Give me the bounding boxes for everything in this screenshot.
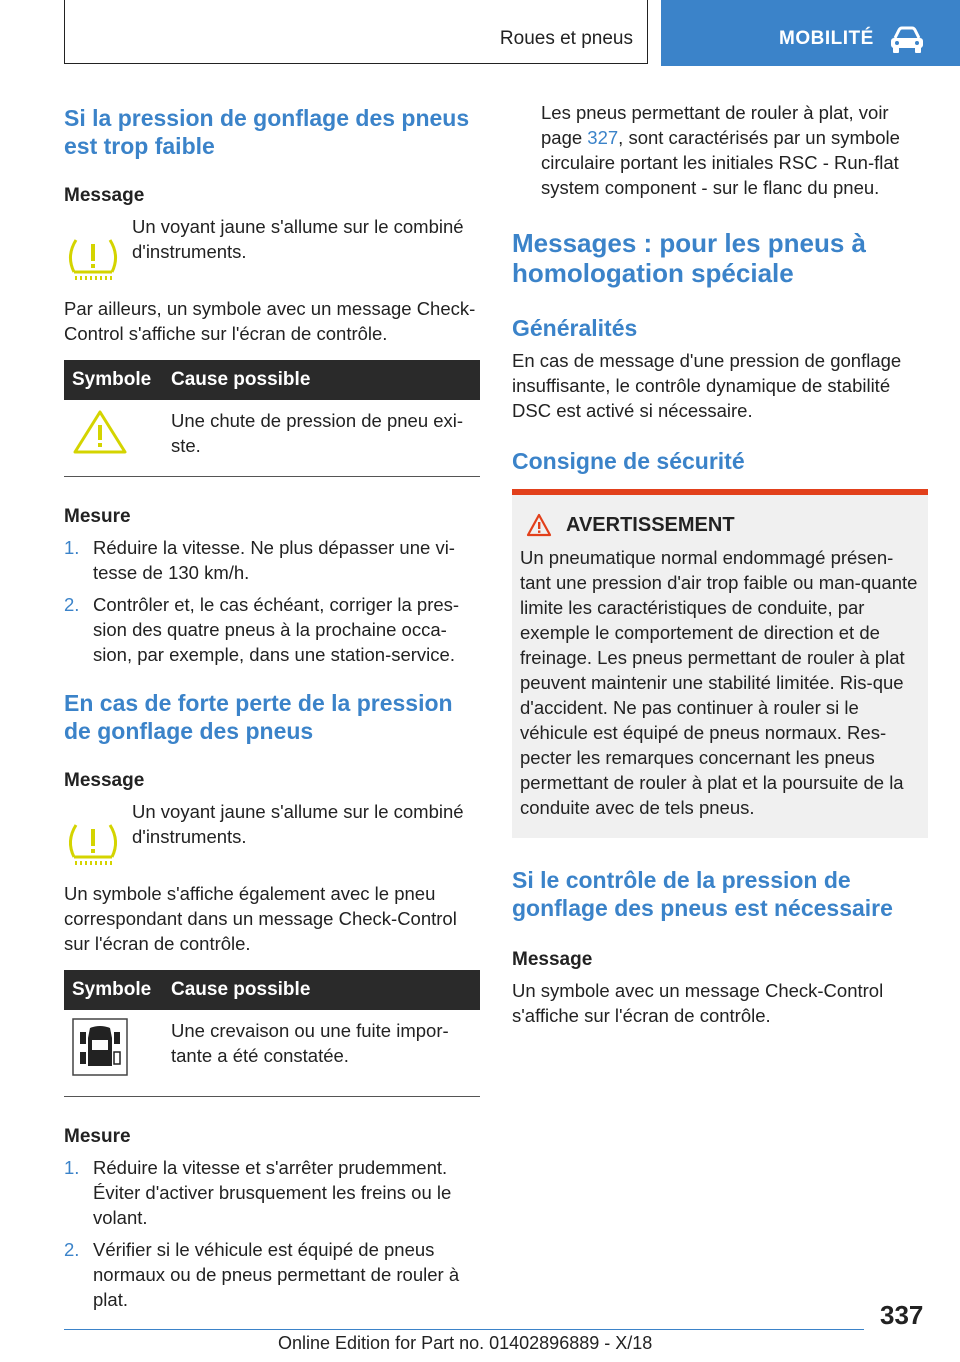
page-header	[0, 0, 960, 66]
table-row	[64, 1010, 480, 1097]
measure-steps	[64, 535, 480, 667]
list-item: 1. Réduire la vitesse. Ne plus dépasser une vi-tesse de 130 km/h.	[64, 537, 455, 583]
warning-triangle-icon	[72, 408, 128, 456]
car-tire-puncture-icon	[72, 1018, 128, 1076]
cause-cell: Une crevaison ou une fuite impor-tante a été constatée.	[163, 1010, 480, 1097]
heading-reset: Si le contrôle de la pression de gonflage des pneus est nécessaire	[512, 867, 893, 921]
tire-pressure-warning-icon	[64, 819, 122, 869]
page-number: 337	[880, 1300, 924, 1330]
tire-pressure-warning-icon	[64, 234, 122, 284]
section-title: Roues et pneus	[499, 28, 633, 49]
indicator-text: Un voyant jaune s'allume sur le combiné d'instruments.	[132, 801, 464, 847]
message-text: Un symbole avec un message Check-Control s'affiche sur l'écran de contrôle.	[512, 980, 884, 1026]
warning-box	[512, 489, 928, 838]
heading-low-pressure: Si la pression de gonflage des pneus est trop faible	[64, 105, 470, 159]
col-header-cause: Cause possible	[163, 360, 480, 400]
list-item: 2. Contrôler et, le cas échéant, corriger la pres-sion des quatre pneus à la prochaine occa-sion, par exemple, dans une station-service.	[64, 594, 460, 665]
heading-strong-loss: En cas de forte perte de la pression de gonflage des pneus	[64, 690, 453, 744]
edition-text: Online Edition for Part no. 01402896889 - X/18	[278, 1333, 653, 1353]
runflat-intro: Les pneus permettant de rouler à plat, voir page 327, sont caractérisés par un symbole circulaire portant les initiales RSC - Run-flat system component - sur le flanc du pneu.	[541, 102, 900, 198]
message-label: Message	[512, 949, 593, 970]
left-column	[64, 100, 480, 1319]
message-extra: Un symbole s'affiche également avec le pneu correspondant dans un message Check-Control sur l'écran de contrôle.	[64, 883, 457, 954]
right-column	[512, 100, 928, 1028]
indicator-text: Un voyant jaune s'allume sur le combiné d'instruments.	[132, 216, 464, 262]
heading-special-tires: Messages : pour les pneus à homologation spéciale	[512, 228, 867, 288]
symbol-cell	[64, 1010, 163, 1097]
heading-safety: Consigne de sécurité	[512, 448, 745, 474]
symbol-table	[64, 360, 480, 477]
general-text: En cas de message d'une pression de gonflage insuffisante, le contrôle dynamique de stabilité DSC est activé si nécessaire.	[512, 350, 902, 421]
measure-label: Mesure	[64, 1126, 131, 1147]
car-icon	[889, 26, 925, 54]
indicator-row	[64, 214, 480, 284]
col-header-symbol: Symbole	[64, 970, 163, 1010]
warning-title-row	[520, 513, 920, 537]
chapter-tab	[661, 0, 960, 66]
measure-label: Mesure	[64, 506, 131, 527]
message-extra: Par ailleurs, un symbole avec un message Check-Control s'affiche sur l'écran de contrôle.	[64, 298, 476, 344]
list-item: 2. Vérifier si le véhicule est équipé de pneus normaux ou de pneus permettant de rouler à plat.	[64, 1239, 460, 1310]
table-row	[64, 400, 480, 477]
warning-triangle-icon	[526, 513, 552, 537]
footer-divider	[64, 1329, 864, 1330]
symbol-cell	[64, 400, 163, 477]
col-header-symbol: Symbole	[64, 360, 163, 400]
measure-steps	[64, 1155, 480, 1312]
message-label: Message	[64, 185, 145, 206]
warning-text: Un pneumatique normal endommagé présen-tant une pression d'air trop faible ou man-quante limite les caractéristiques de conduite, par exemple le comportement de direction et de freinage. Les pneus permettant de rouler à plat peuvent maintenir une stabilité limitée. Ris-que d'accident. Ne pas continuer à rouler si le véhicule est équipé de pneus normaux. Res-pecter les remarques concernant les pneus permettant de rouler à plat et la poursuite de la conduite avec de tels pneus.	[520, 547, 918, 818]
col-header-cause: Cause possible	[163, 970, 480, 1010]
page-reference-link[interactable]: 327	[587, 127, 619, 148]
symbol-table	[64, 970, 480, 1097]
indicator-row	[64, 799, 480, 869]
section-header-box	[64, 0, 648, 64]
chapter-title: MOBILITÉ	[779, 28, 874, 49]
list-item: 1. Réduire la vitesse et s'arrêter prudemment. Éviter d'activer brusquement les freins ou le volant.	[64, 1157, 452, 1228]
cause-cell: Une chute de pression de pneu exi-ste.	[163, 400, 480, 477]
message-label: Message	[64, 770, 145, 791]
heading-general: Généralités	[512, 315, 638, 341]
warning-title: AVERTISSEMENT	[566, 513, 735, 536]
